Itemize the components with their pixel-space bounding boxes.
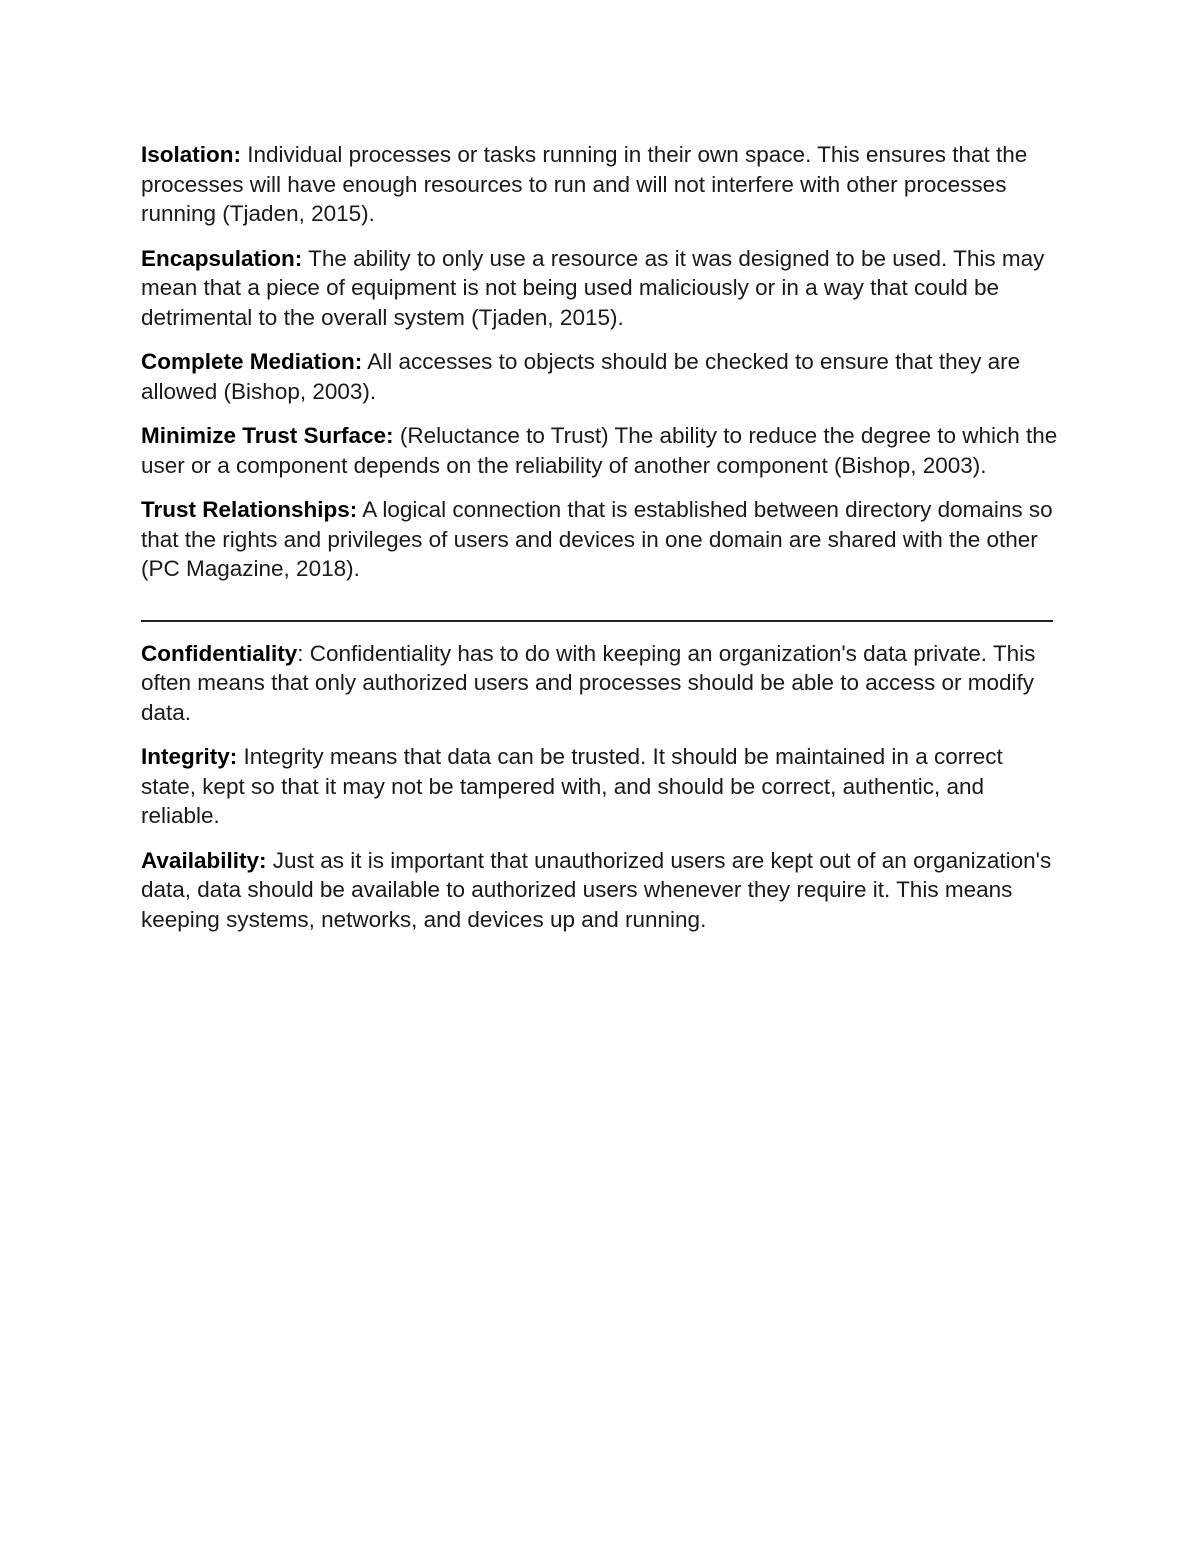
definition-confidentiality — [141, 639, 1061, 728]
definition-minimize-trust-surface — [141, 421, 1061, 480]
term-label: Confidentiality — [141, 640, 298, 666]
definition-text: The ability to only use a resource as it was designed to be used. This may mean that a piece of equipment is not being used maliciously or in a way that could be detrimental to the overall system (Tjaden, 2015). — [141, 245, 1045, 330]
horizontal-divider — [141, 620, 1053, 622]
definition-text: Integrity means that data can be trusted. It should be maintained in a correct state, kept so that it may not be tampered with, and should be correct, authentic, and reliable. — [141, 744, 1003, 828]
term-separator: : — [297, 640, 304, 666]
definition-trust-relationships — [141, 495, 1061, 584]
definition-text: Just as it is important that unauthorized users are kept out of an organization's data, data should be available to authorized users whenever they require it. This means keeping systems, networks, and devices up and running. — [141, 847, 1052, 932]
definition-isolation — [141, 140, 1061, 229]
definition-text: Confidentiality has to do with keeping an organization's data private. This often means that only authorized users and processes should be able to access or modify data. — [141, 640, 1036, 725]
definition-text: Individual processes or tasks running in their own space. This ensures that the processes will have enough resources to run and will not interfere with other processes running (Tjaden, 2015). — [141, 142, 1028, 226]
definition-availability — [141, 846, 1061, 935]
definition-encapsulation — [141, 244, 1061, 333]
definition-complete-mediation — [141, 347, 1061, 406]
term-label: Encapsulation: — [141, 245, 303, 271]
term-label: Complete Mediation: — [141, 349, 363, 374]
definition-integrity — [141, 742, 1061, 831]
definition-text: (Reluctance to Trust) The ability to reduce the degree to which the user or a component depends on the reliability of another component (Bishop, 2003). — [141, 423, 1058, 478]
term-label: Isolation: — [141, 142, 241, 167]
term-label: Availability: — [141, 847, 267, 873]
definition-text: A logical connection that is established between directory domains so that the rights and privileges of users and devices in one domain are shared with the other (PC Magazine, 2018). — [141, 497, 1053, 581]
definition-text: All accesses to objects should be checked to ensure that they are allowed (Bishop, 2003). — [141, 349, 1021, 404]
term-label: Minimize Trust Surface: — [141, 423, 394, 448]
document-body — [141, 140, 1061, 949]
term-label: Integrity: — [141, 744, 238, 769]
term-label: Trust Relationships: — [141, 497, 358, 522]
